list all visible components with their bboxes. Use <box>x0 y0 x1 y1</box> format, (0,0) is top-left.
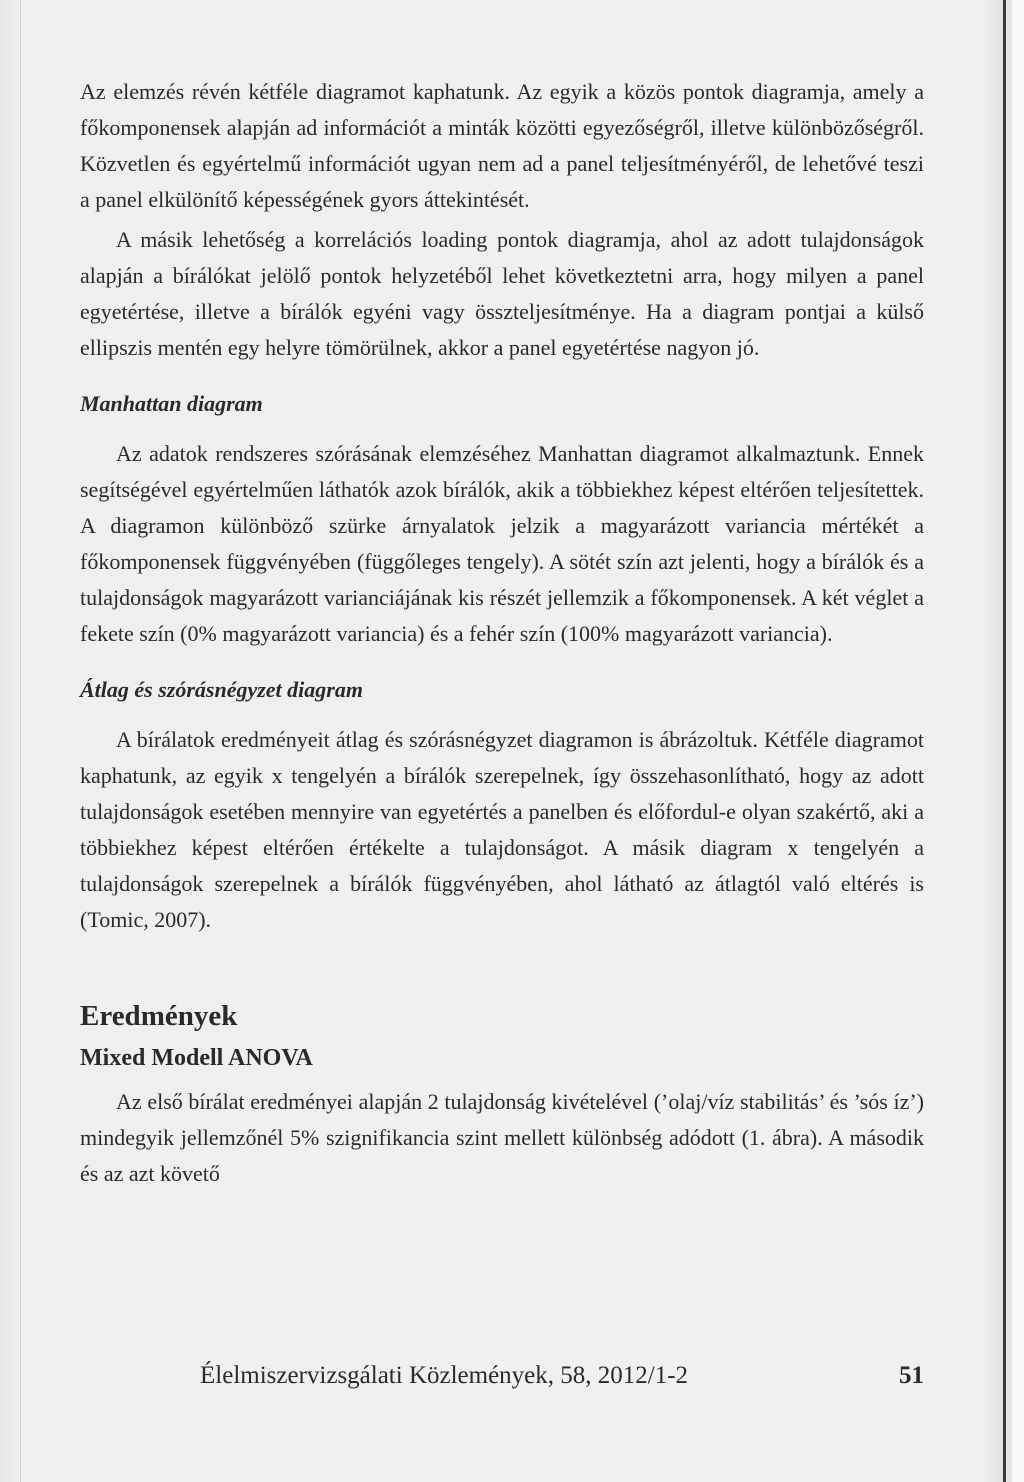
page-number: 51 <box>899 1362 924 1389</box>
journal-citation: Élelmiszervizsgálati Közlemények, 58, 2012/1-2 <box>200 1362 689 1389</box>
manhattan-paragraph: Az adatok rendszeres szórásának elemzéséhez Manhattan diagramot alkalmaztunk. Ennek segítségével egyértelműen láthatók azok bírálók, akik a többiekhez képest eltérően teljesítettek. A diagramon különböző szürke árnyalatok jelzik a magyarázott variancia mértékét a főkomponensek függvényében (függőleges tengely). A sötét szín azt jelenti, hogy a bírálók és a tulajdonságok magyarázott varianciájának kis részét jellemzik a főkomponensek. A két véglet a fekete szín (0% magyarázott variancia) és a fehér szín (100% magyarázott variancia). <box>80 441 924 646</box>
intro-paragraph-2: A másik lehetőség a korrelációs loading pontok diagramja, ahol az adott tulajdonságok alapján a bírálókat jelölő pontok helyzetéből lehet következtetni arra, hogy milyen a panel egyetértése, illetve a bírálók egyéni vagy összteljesítménye. Ha a diagram pontjai a külső ellipszis mentén egy helyre tömörülnek, akkor a panel egyetértése nagyon jó. <box>80 227 924 360</box>
results-paragraph: Az első bírálat eredményei alapján 2 tulajdonság kivételével (’olaj/víz stabilitás’ és ’sós íz’) mindegyik jellemzőnél 5% szignifikancia szint mellett különbség adódott (1. ábra). A második és az azt követő <box>80 1089 924 1186</box>
page-footer <box>200 1362 924 1402</box>
page-content <box>80 74 924 1192</box>
results-heading: Eredmények <box>80 1000 238 1032</box>
intro-paragraph-1: Az elemzés révén kétféle diagramot kaphatunk. Az egyik a közös pontok diagramja, amely a főkomponensek alapján ad információt a minták közötti egyezőségről, illetve különbözőségről. Közvetlen és egyértelmű információt ugyan nem ad a panel teljesítményéről, de lehetővé teszi a panel elkülönítő képességének gyors áttekintését. <box>80 79 924 212</box>
atlag-paragraph: A bírálatok eredményeit átlag és szórásnégyzet diagramon is ábrázoltuk. Kétféle diagramot kaphatunk, az egyik x tengelyén a bírálók szerepelnek, így összehasonlítható, hogy az adott tulajdonságok esetében mennyire van egyetértés a panelben és előfordul-e olyan szakértő, aki a többiekhez képest eltérően értékelte a tulajdonságot. A másik diagram x tengelyén a tulajdonságok szerepelnek a bírálók függvényében, ahol látható az átlagtól való eltérés is (Tomic, 2007). <box>80 727 924 932</box>
manhattan-heading: Manhattan diagram <box>80 391 263 416</box>
atlag-heading: Átlag és szórásnégyzet diagram <box>80 677 363 702</box>
page-edge-right-shadow <box>1003 0 1006 1482</box>
anova-subheading: Mixed Modell ANOVA <box>80 1045 313 1071</box>
page-edge-right-margin <box>1012 0 1024 1482</box>
page-edge-left <box>20 0 21 1482</box>
